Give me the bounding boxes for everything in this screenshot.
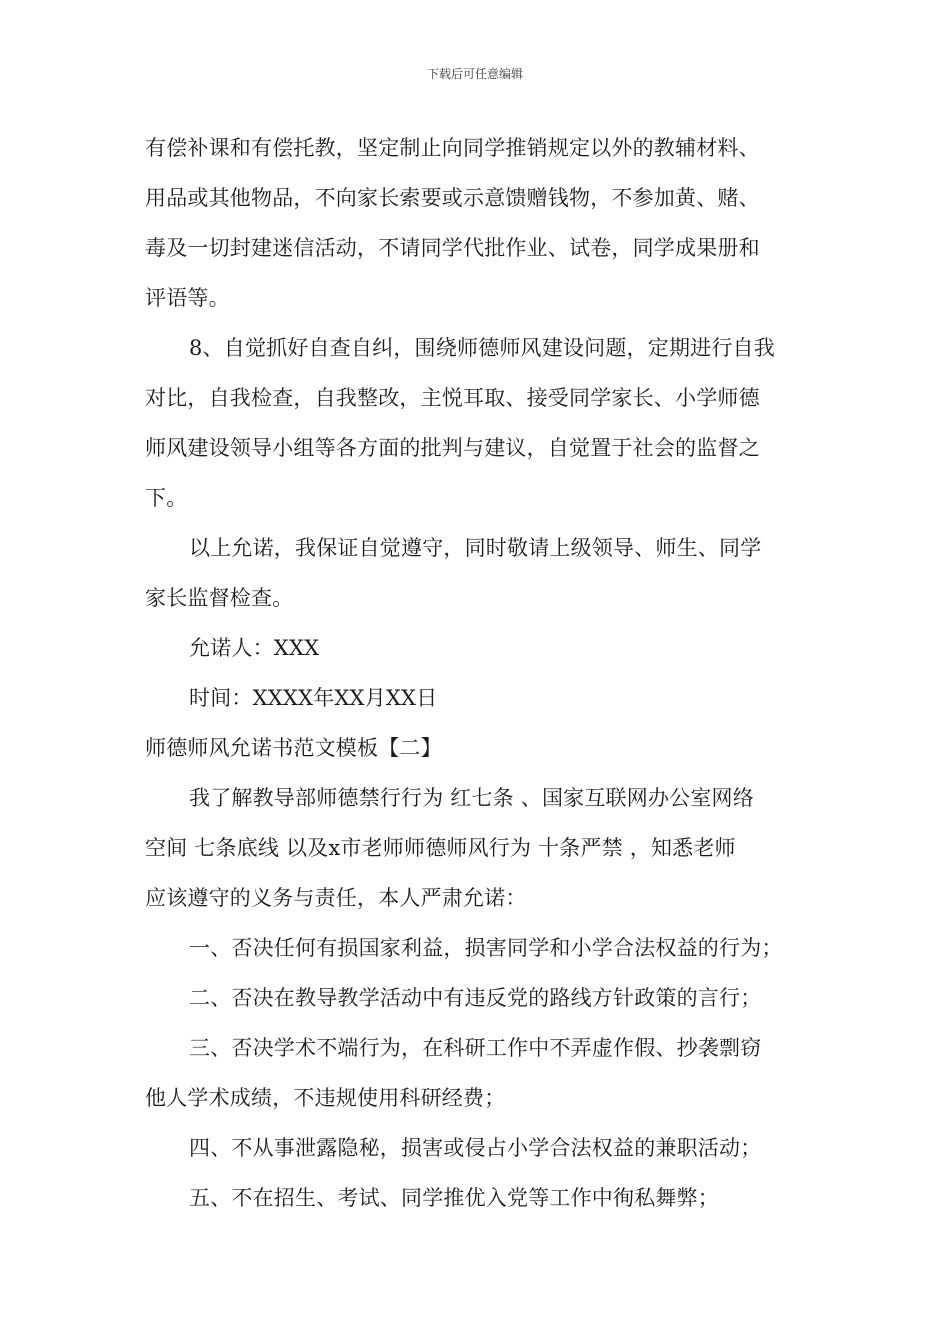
text-line: 以上允诺，我保证自觉遵守，同时敬请上级领导、师生、同学 bbox=[189, 536, 762, 560]
page-header: 下载后可任意编辑 bbox=[426, 67, 523, 81]
text-line: 空间 七条底线 以及x市老师师德师风行为 十条严禁 ，知悉老师 bbox=[145, 836, 736, 860]
text-line: 8、自觉抓好自查自纠，围绕师德师风建设问题，定期进行自我 bbox=[189, 336, 775, 360]
text-line: 对比，自我检查，自我整改，主悦耳取、接受同学家长、小学师德 bbox=[145, 386, 760, 410]
text-line: 师德师风允诺书范文模板【二】 bbox=[145, 736, 442, 760]
text-line: 三、否决学术不端行为，在科研工作中不弄虚作假、抄袭剽窃 bbox=[189, 1036, 762, 1060]
text-line: 应该遵守的义务与责任，本人严肃允诺： bbox=[145, 886, 527, 910]
text-line: 评语等。 bbox=[145, 286, 230, 310]
text-line: 师风建设领导小组等各方面的批判与建议，自觉置于社会的监督之 bbox=[145, 436, 760, 460]
text-line: 他人学术成绩，不违规使用科研经费； bbox=[145, 1086, 506, 1110]
text-line: 四、不从事泄露隐秘，损害或侵占小学合法权益的兼职活动； bbox=[189, 1136, 762, 1160]
text-line: 我了解教导部师德禁行行为 红七条 、国家互联网办公室网络 bbox=[189, 786, 754, 810]
text-line: 一、否决任何有损国家利益，损害同学和小学合法权益的行为； bbox=[189, 936, 783, 960]
text-line: 二、否决在教导教学活动中有违反党的路线方针政策的言行； bbox=[189, 986, 762, 1010]
text-line: 允诺人：XXX bbox=[189, 636, 320, 660]
text-line: 有偿补课和有偿托教，坚定制止向同学推销规定以外的教辅材料、 bbox=[145, 136, 760, 160]
text-line: 时间：XXXX年XX月XX日 bbox=[189, 686, 438, 710]
text-line: 家长监督检查。 bbox=[145, 586, 294, 610]
text-line: 用品或其他物品，不向家长索要或示意馈赠钱物，不参加黄、赌、 bbox=[145, 186, 760, 210]
text-line: 毒及一切封建迷信活动，不请同学代批作业、试卷，同学成果册和 bbox=[145, 236, 760, 260]
document-body bbox=[145, 123, 815, 1223]
text-line: 五、不在招生、考试、同学推优入党等工作中徇私舞弊； bbox=[189, 1186, 719, 1210]
text-line: 下。 bbox=[145, 486, 188, 510]
